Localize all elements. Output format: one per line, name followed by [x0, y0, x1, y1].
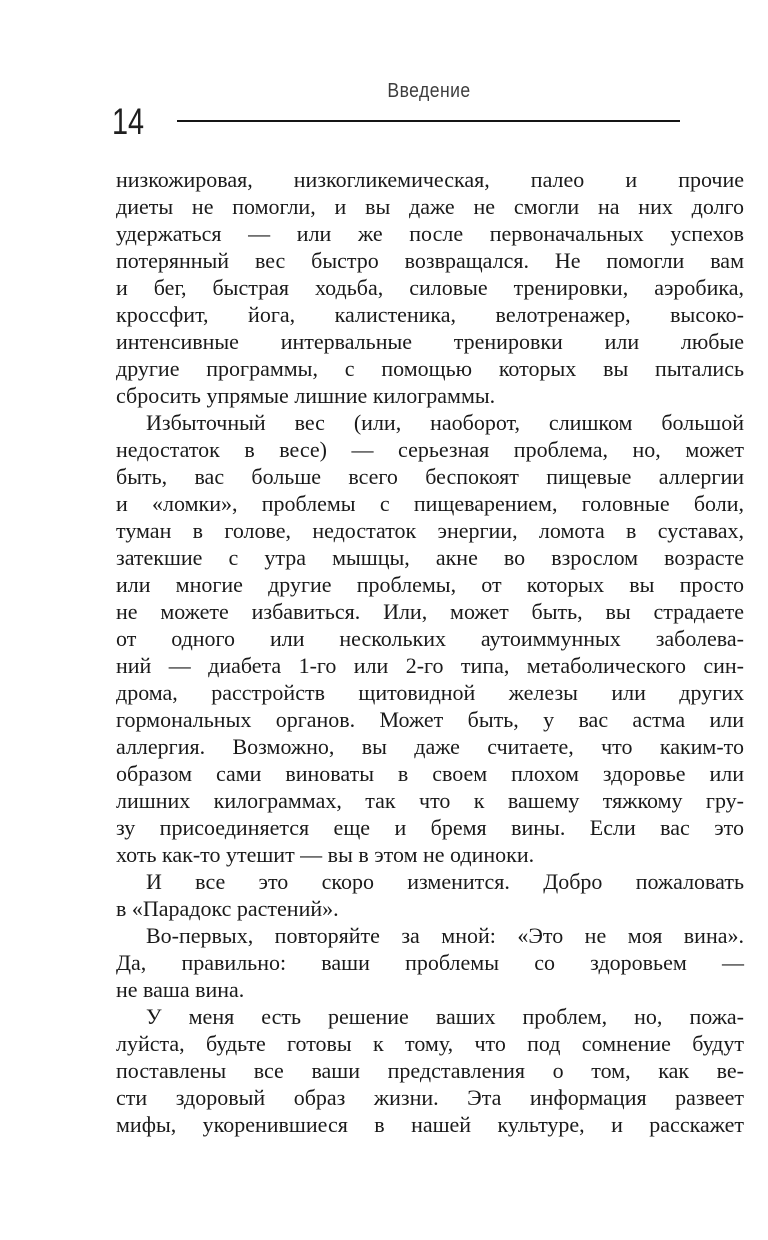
text-line: низкожировая, низкогликемическая, палео и прочие: [116, 167, 744, 192]
text-line: хоть как-то утешит — вы в этом не одиноки.: [116, 842, 535, 867]
paragraph: [116, 1003, 744, 1138]
header-rule: [177, 120, 680, 122]
text-line: И все это скоро изменится. Добро пожаловать: [146, 869, 744, 894]
chapter-title: Введение: [387, 80, 471, 102]
text-line: удержаться — или же после первоначальных успехов: [116, 221, 744, 246]
body-text: [116, 166, 744, 1138]
text-line: Да, правильно: ваши проблемы со здоровьем —: [116, 950, 744, 975]
text-line: Избыточный вес (или, наоборот, слишком большой: [146, 410, 744, 435]
text-line: сти здоровый образ жизни. Эта информация развеет: [116, 1085, 744, 1110]
text-line: луйста, будьте готовы к тому, что под сомнение будут: [116, 1031, 744, 1056]
text-line: поставлены все ваши представления о том, как ве-: [116, 1058, 744, 1083]
text-line: гормональных органов. Может быть, у вас астма или: [116, 707, 744, 732]
text-line: лишних килограммах, так что к вашему тяжкому гру-: [116, 788, 744, 813]
text-line: аллергия. Возможно, вы даже считаете, что каким-то: [116, 734, 744, 759]
paragraph: [116, 868, 744, 922]
text-line: Во-первых, повторяйте за мной: «Это не моя вина».: [146, 923, 744, 948]
text-line: кроссфит, йога, калистеника, велотренажер, высоко-: [116, 302, 744, 327]
text-line: ний — диабета 1-го или 2-го типа, метаболического син-: [116, 653, 744, 678]
page-number: 14: [112, 101, 145, 142]
paragraph: [116, 409, 744, 868]
text-line: в «Парадокс растений».: [116, 896, 339, 921]
text-line: быть, вас больше всего беспокоят пищевые аллергии: [116, 464, 744, 489]
text-line: мифы, укоренившиеся в нашей культуре, и расскажет: [116, 1112, 744, 1137]
text-line: У меня есть решение ваших проблем, но, пожа-: [146, 1004, 744, 1029]
text-line: дрома, расстройств щитовидной железы или других: [116, 680, 744, 705]
text-line: туман в голове, недостаток энергии, ломота в суставах,: [116, 518, 744, 543]
text-line: сбросить упрямые лишние килограммы.: [116, 383, 496, 408]
text-line: от одного или нескольких аутоиммунных заболева-: [116, 626, 744, 651]
text-line: потерянный вес быстро возвращался. Не помогли вам: [116, 248, 744, 273]
paragraph: [116, 922, 744, 1003]
text-line: недостаток в весе) — серьезная проблема, но, может: [116, 437, 744, 462]
text-line: и «ломки», проблемы с пищеварением, головные боли,: [116, 491, 744, 516]
text-line: интенсивные интервальные тренировки или любые: [116, 329, 744, 354]
paragraph: [116, 166, 744, 409]
text-line: не ваша вина.: [116, 977, 245, 1002]
text-line: образом сами виноваты в своем плохом здоровье или: [116, 761, 744, 786]
text-line: и бег, быстрая ходьба, силовые тренировки, аэробика,: [116, 275, 744, 300]
text-line: или многие другие проблемы, от которых вы просто: [116, 572, 744, 597]
text-line: зу присоединяется еще и бремя вины. Если вас это: [116, 815, 744, 840]
text-line: другие программы, с помощью которых вы пытались: [116, 356, 744, 381]
text-line: не можете избавиться. Или, может быть, вы страдаете: [116, 599, 744, 624]
text-line: диеты не помогли, и вы даже не смогли на них долго: [116, 194, 744, 219]
text-line: затекшие с утра мышцы, акне во взрослом возрасте: [116, 545, 744, 570]
